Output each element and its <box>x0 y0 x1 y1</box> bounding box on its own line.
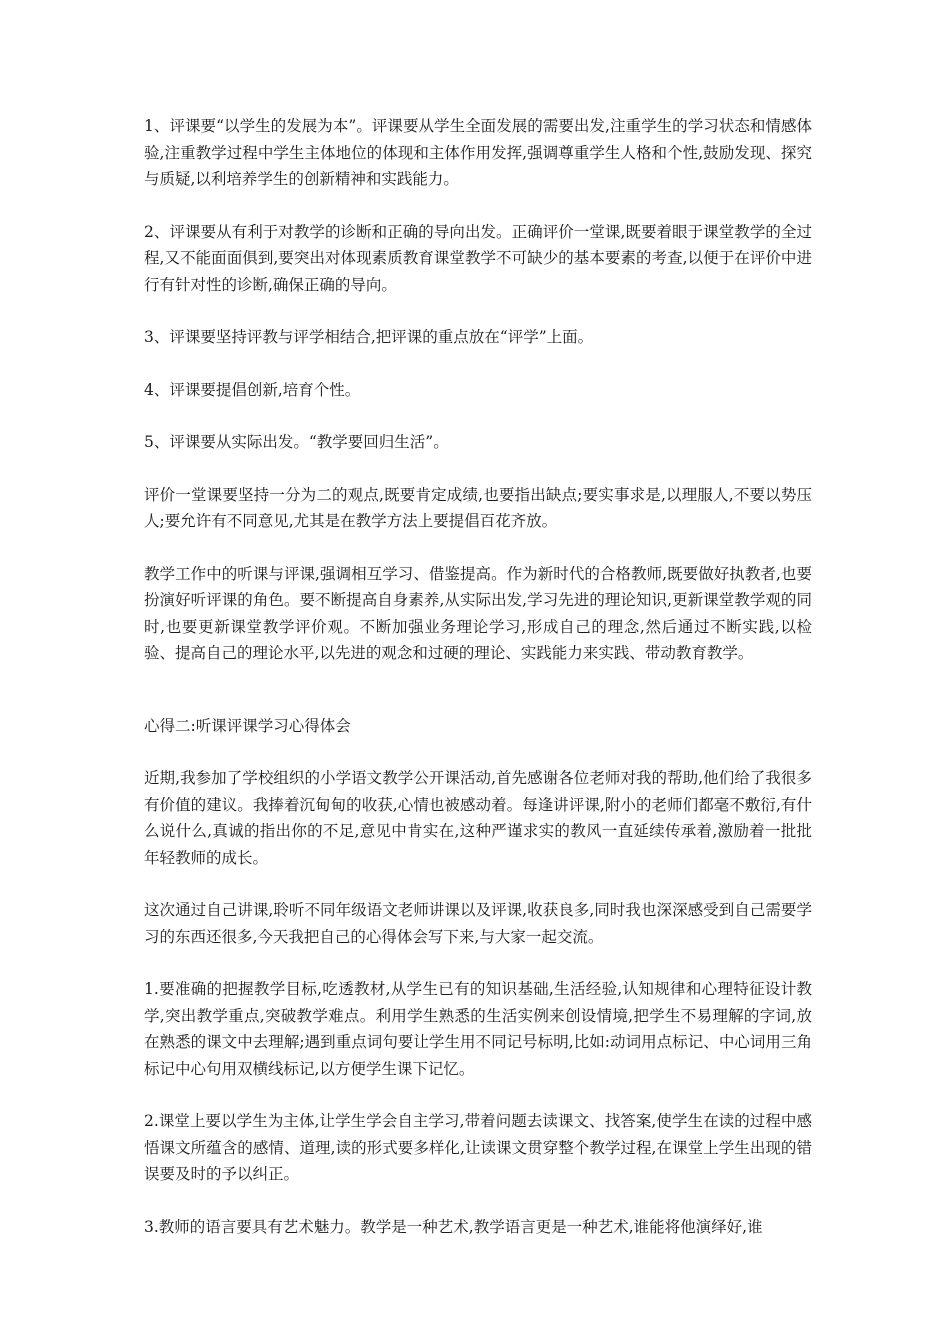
paragraph-9: 这次通过自己讲课,聆听不同年级语文老师讲课以及评课,收获良多,同时我也深深感受到自己需要学习的东西还很多,今天我把自己的心得体会写下来,与大家一起交流。 <box>144 901 812 946</box>
paragraph-5: 5、评课要从实际出发。“教学要回归生活”。 <box>144 433 449 451</box>
paragraph-6: 评价一堂课要坚持一分为二的观点,既要肯定成绩,也要指出缺点;要实事求是,以理服人,不要以势压人;要允许有不同意见,尤其是在教学方法上要提倡百花齐放。 <box>144 485 812 530</box>
paragraph-10: 1.要准确的把握教学目标,吃透教材,从学生已有的知识基础,生活经验,认知规律和心理特征设计教学,突出教学重点,突破教学难点。利用学生熟悉的生活实例来创设情境,把学生不易理解的字词,放在熟悉的课文中去理解;遇到重点词句要让学生用不同记号标明,比如:动词用点标记、中心词用三角标记中心句用双横线标记,以方便学生课下记忆。 <box>144 980 812 1078</box>
paragraph-3: 3、评课要坚持评教与评学相结合,把评课的重点放在“评学”上面。 <box>144 328 594 346</box>
paragraph-4: 4、评课要提倡创新,培育个性。 <box>144 380 361 399</box>
paragraph-8: 近期,我参加了学校组织的小学语文教学公开课活动,首先感谢各位老师对我的帮助,他们给了我很多有价值的建议。我捧着沉甸甸的收获,心情也被感动着。每逢讲评课,附小的老师们都毫不敷衍,有什么说什么,真诚的指出你的不足,意见中肯实在,这种严谨求实的教风一直延续传承着,激励着一批批年轻教师的成长。 <box>144 769 812 867</box>
document-body <box>144 113 812 1266</box>
section-heading: 心得二:听课评课学习心得体会 <box>144 716 351 735</box>
paragraph-1: 1、评课要“以学生的发展为本”。评课要从学生全面发展的需要出发,注重学生的学习状态和情感体验,注重教学过程中学生主体地位的体现和主体作用发挥,强调尊重学生人格和个性,鼓励发现、探究与质疑,以利培养学生的创新精神和实践能力。 <box>144 117 812 188</box>
paragraph-7: 教学工作中的听课与评课,强调相互学习、借鉴提高。作为新时代的合格教师,既要做好执教者,也要扮演好听评课的角色。要不断提高自身素养,从实际出发,学习先进的理论知识,更新课堂教学观的同时,也要更新课堂教学评价观。不断加强业务理论学习,形成自己的理念,然后通过不断实践,以检验、提高自己的理论水平,以先进的观念和过硬的理论、实践能力来实践、带动教育教学。 <box>144 564 812 662</box>
paragraph-2: 2、评课要从有利于对教学的诊断和正确的导向出发。正确评价一堂课,既要着眼于课堂教学的全过程,又不能面面俱到,要突出对体现素质教育课堂教学不可缺少的基本要素的考查,以便于在评价中进行有针对性的诊断,确保正确的导向。 <box>144 222 812 294</box>
paragraph-12: 3.教师的语言要具有艺术魅力。教学是一种艺术,教学语言更是一种艺术,谁能将他演绎好,谁 <box>144 1217 763 1236</box>
paragraph-11: 2.课堂上要以学生为主体,让学生学会自主学习,带着问题去读课文、找答案,使学生在读的过程中感悟课文所蕴含的感情、道理,读的形式要多样化,让读课文贯穿整个教学过程,在课堂上学生出现的错误要及时的予以纠正。 <box>144 1112 812 1183</box>
